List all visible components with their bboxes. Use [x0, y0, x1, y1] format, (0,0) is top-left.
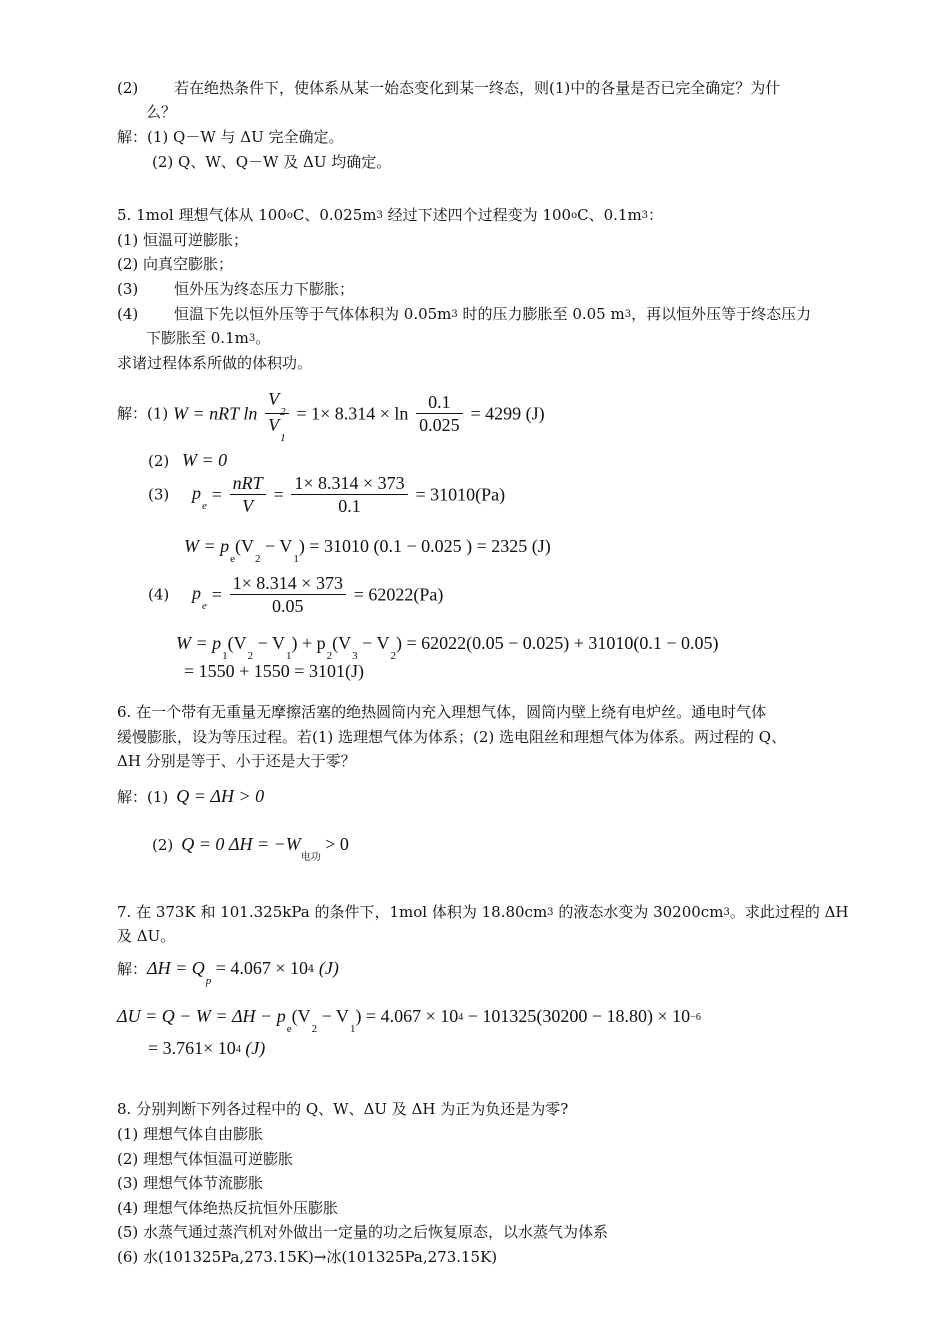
q5-item4-number: (4)	[117, 305, 139, 323]
equation-a6-2: (2) Q = 0 $\Delta H = -W_{电功} > 0$	[152, 834, 349, 863]
fraction: $\frac{1\times 8.314 \times 373}{0.05}$	[230, 572, 346, 617]
equation-a5-1: 解：(1) W = nRT ln $\frac{V_2}{V_1}$ = 1× 8.314 × ln $\frac{0.1}{0.025}$ = 4299 (J)	[117, 389, 545, 444]
equation-a7-3: = 3.761× 104 (J)	[148, 1038, 266, 1058]
q6-text: 6. 在一个带有无重量无摩擦活塞的绝热圆筒内充入理想气体，圆筒内壁上绕有电炉丝。通电时气体	[117, 703, 767, 721]
q5-intro: 5. 1mol 理想气体从 100oC、0.025m3 经过下述四个过程变为 100oC、0.1m3：	[117, 206, 664, 224]
q5-question: 求诸过程体系所做的体积功。	[117, 354, 313, 372]
q8-intro: 8. 分别判断下列各过程中的 Q、W、ΔU 及 ΔH 为正为负还是为零?	[117, 1100, 569, 1118]
equation-a5-3: (3) $p_e$ = $\frac{\text{nRT}}{V}$ = $\frac{1\times 8.314 \times 373}{0.1}$ = 31010(Pa)	[148, 473, 506, 516]
q5-item4: 恒温下先以恒外压等于气体体积为 0.05m3 时的压力膨胀至 0.05 m3，再以恒外压等于终态压力	[174, 305, 812, 323]
list-item: (1) 理想气体自由膨胀	[117, 1125, 264, 1143]
q6-text: 缓慢膨胀，设为等压过程。若(1) 选理想气体为体系；(2) 选电阻丝和理想气体为体系。两过程的 Q、	[117, 728, 787, 746]
answer-label: 解：(1) Q－W 与 ΔU 完全确定。	[117, 128, 344, 146]
equation-a5-3b: $W = p_e(V_2 - V_1) = 31010$ (0.1 − 0.025 ) = 2325 (J)	[184, 536, 551, 565]
fraction: $\frac{V_2}{V_1}$	[265, 388, 289, 439]
q7-text: 及 ΔU。	[117, 927, 176, 945]
equation-a7-1: 解：$\Delta H = Q_p = 4.067 \times 104$ (J)	[117, 958, 339, 987]
fraction: $\frac{1\times 8.314 \times 373}{0.1}$	[291, 472, 407, 517]
q4-item2-number: (2)	[117, 79, 139, 97]
equation-a6-1: 解：(1) Q = ΔH > 0	[117, 786, 265, 806]
q5-item1: (1) 恒温可逆膨胀；	[117, 231, 249, 249]
answer-line: (1) Q－W 与 ΔU 完全确定。	[147, 128, 344, 146]
q5-item2: (2) 向真空膨胀；	[117, 255, 234, 273]
equation-a5-4b: $W = p_1(V_2 - V_1) + p_2(V_3 - V_2) = 62022(0.05 - 0.025) + 31010(0.1 - 0.05)$	[176, 633, 719, 662]
q4-item2-text-cont: 么？	[146, 103, 177, 121]
list-item: (3) 理想气体节流膨胀	[117, 1174, 264, 1192]
q5-item4-cont: 下膨胀至 0.1m3。	[146, 329, 271, 347]
fraction: $\frac{0.1}{0.025}$	[416, 391, 463, 436]
equation-a5-2: (2) W = 0	[148, 450, 228, 470]
equation-a5-4c: = 1550 + 1550 = 3101(J)	[184, 661, 364, 681]
list-item: (4) 理想气体绝热反抗恒外压膨胀	[117, 1199, 339, 1217]
answer-line: (2) Q、W、Q－W 及 ΔU 均确定。	[152, 153, 392, 171]
list-item: (5) 水蒸气通过蒸汽机对外做出一定量的功之后恢复原态，以水蒸气为体系	[117, 1223, 609, 1241]
q5-item3-number: (3)	[117, 280, 139, 298]
list-item: (2) 理想气体恒温可逆膨胀	[117, 1150, 294, 1168]
list-item: (6) 水(101325Pa,273.15K)→冰(101325Pa,273.15K)	[117, 1248, 498, 1266]
fraction: $\frac{\text{nRT}}{V}$	[230, 472, 266, 517]
q6-text: ΔH 分别是等于、小于还是大于零？	[117, 752, 356, 770]
q7-text: 7. 在 373K 和 101.325kPa 的条件下，1mol 体积为 18.80cm3 的液态水变为 30200cm3。求此过程的 ΔH	[117, 903, 849, 921]
q5-item3: 恒外压为终态压力下膨胀；	[174, 280, 355, 298]
equation-a7-2: $\Delta U = Q - W = \Delta H - p_e(V_2 - V_1) = 4.067 \times 104 - 101325(30200 - 18.80) \times 10-6$	[117, 1006, 701, 1035]
q4-item2-text: 若在绝热条件下，使体系从某一始态变化到某一终态，则(1)中的各量是否已完全确定？为什	[174, 79, 781, 97]
equation-a5-4: (4) $p_e$ = $\frac{1\times 8.314 \times 373}{0.05}$ = 62022(Pa)	[148, 573, 444, 616]
